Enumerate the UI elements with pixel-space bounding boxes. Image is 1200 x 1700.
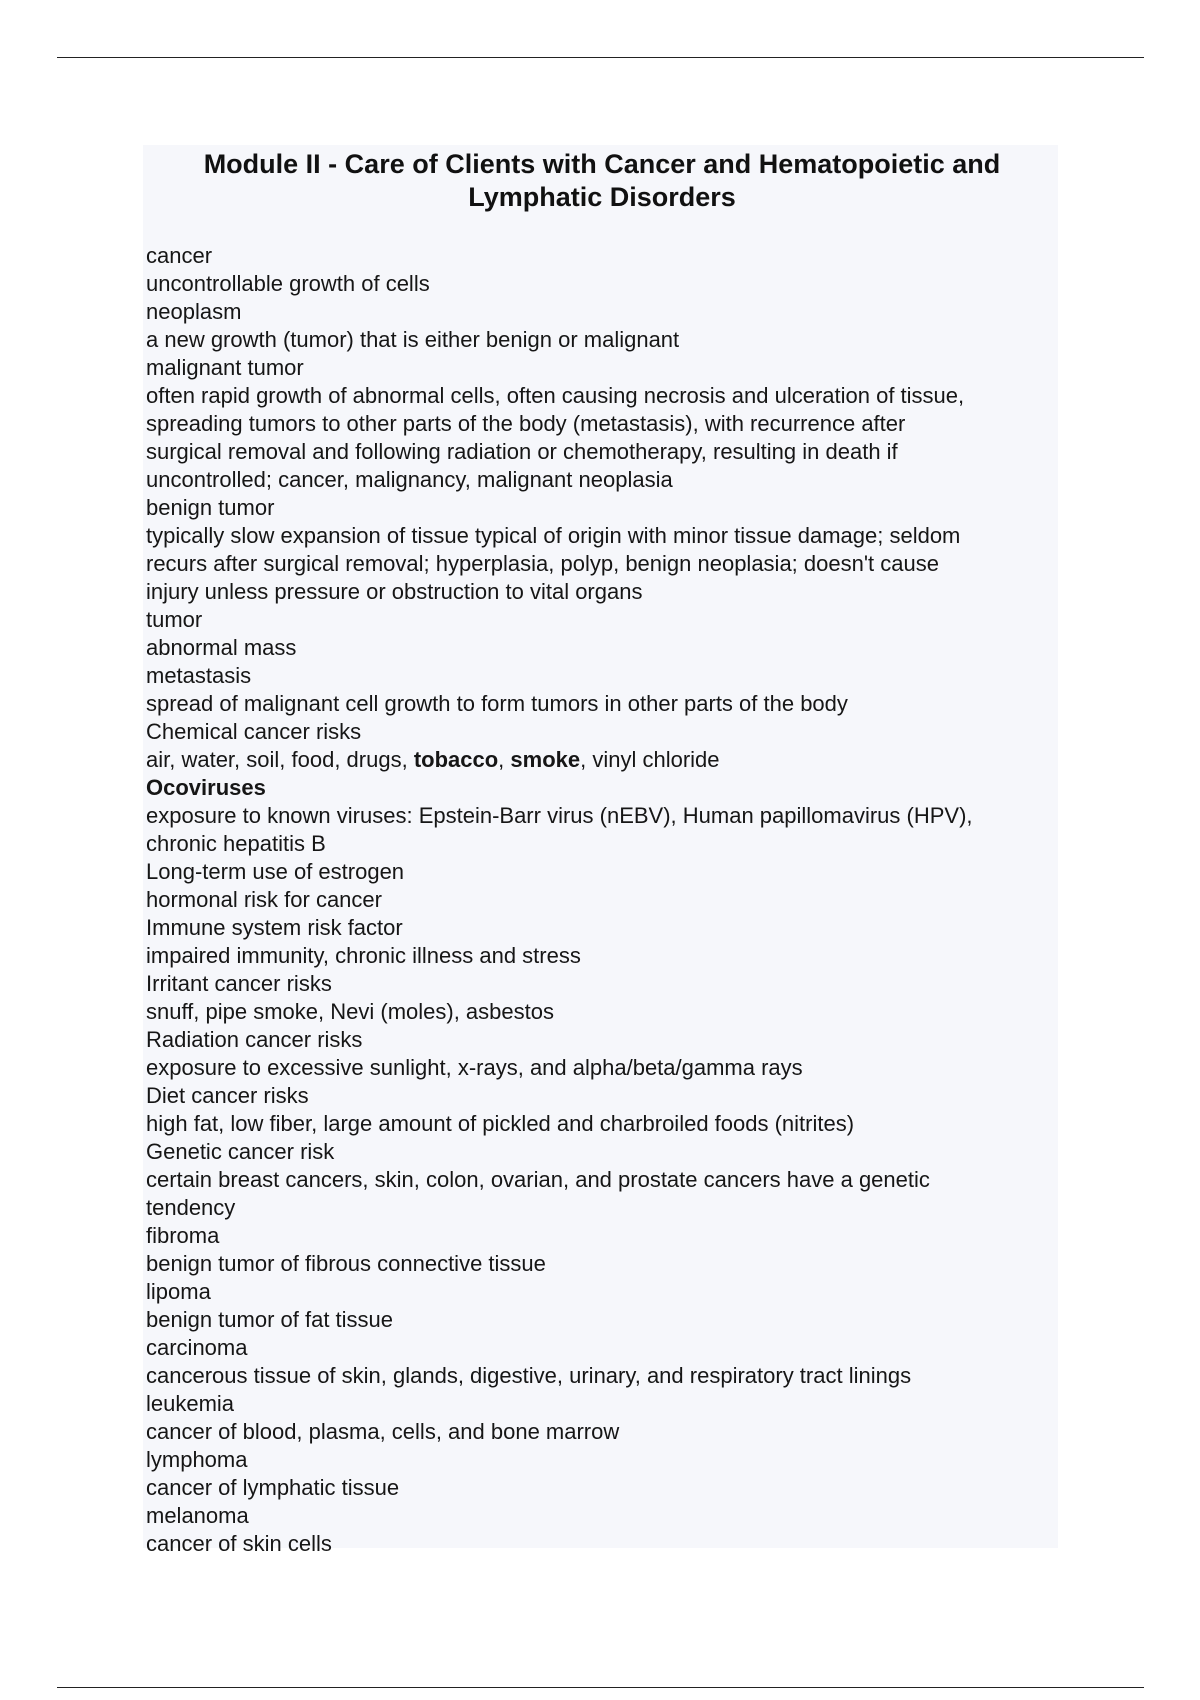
footer-rule: [57, 1687, 1144, 1688]
term-line: Radiation cancer risks: [146, 1027, 363, 1052]
term-line: carcinoma: [146, 1335, 248, 1360]
title-line-2: Lymphatic Disorders: [468, 182, 736, 212]
definition-line: injury unless pressure or obstruction to vital organs: [146, 579, 643, 604]
plain-text: air, water, soil, food, drugs,: [146, 747, 414, 772]
term-line-bold: Ocoviruses: [146, 775, 266, 800]
definition-line: benign tumor of fibrous connective tissue: [146, 1251, 546, 1276]
definition-line: snuff, pipe smoke, Nevi (moles), asbestos: [146, 999, 554, 1024]
definition-line: spreading tumors to other parts of the body (metastasis), with recurrence after: [146, 411, 906, 436]
definition-line: exposure to known viruses: Epstein-Barr virus (nEBV), Human papillomavirus (HPV),: [146, 803, 973, 828]
term-line: lipoma: [146, 1279, 211, 1304]
term-line: melanoma: [146, 1503, 249, 1528]
definition-line: cancer of lymphatic tissue: [146, 1475, 400, 1500]
definition-line: cancer of blood, plasma, cells, and bone marrow: [146, 1419, 620, 1444]
plain-text: ,: [498, 747, 511, 772]
definition-line: often rapid growth of abnormal cells, often causing necrosis and ulceration of tissue,: [146, 383, 965, 408]
definition-line: cancerous tissue of skin, glands, digestive, urinary, and respiratory tract linings: [146, 1363, 912, 1388]
bold-text: tobacco: [413, 747, 499, 772]
document-card: [143, 145, 1058, 1556]
definition-line: impaired immunity, chronic illness and stress: [146, 943, 581, 968]
definition-line: uncontrolled; cancer, malignancy, malignant neoplasia: [146, 467, 673, 492]
term-line: tumor: [146, 607, 203, 632]
bold-text: smoke: [510, 747, 581, 772]
title-line-1: Module II - Care of Clients with Cancer and Hematopoietic and: [203, 149, 1001, 179]
plain-text: , vinyl chloride: [580, 747, 720, 772]
term-line: Long-term use of estrogen: [146, 859, 405, 884]
term-line: leukemia: [146, 1391, 235, 1416]
definition-line: typically slow expansion of tissue typical of origin with minor tissue damage; seldom: [146, 523, 961, 548]
definition-line: uncontrollable growth of cells: [146, 271, 430, 296]
term-line: metastasis: [146, 663, 252, 688]
term-line: Irritant cancer risks: [146, 971, 332, 996]
definition-line: surgical removal and following radiation or chemotherapy, resulting in death if: [146, 439, 898, 464]
definition-line: chronic hepatitis B: [146, 831, 326, 856]
definition-line: tendency: [146, 1195, 236, 1220]
definition-line-mixed: [146, 746, 1058, 774]
term-line: neoplasm: [146, 299, 242, 324]
term-line: Diet cancer risks: [146, 1083, 309, 1108]
definition-line: certain breast cancers, skin, colon, ovarian, and prostate cancers have a genetic: [146, 1167, 930, 1192]
term-line: malignant tumor: [146, 355, 304, 380]
definition-line: exposure to excessive sunlight, x-rays, and alpha/beta/gamma rays: [146, 1055, 803, 1080]
term-line: lymphoma: [146, 1447, 248, 1472]
term-line: Genetic cancer risk: [146, 1139, 335, 1164]
term-line: cancer: [146, 243, 213, 268]
term-definition-list: [146, 242, 1058, 1558]
definition-line: abnormal mass: [146, 635, 297, 660]
term-line: benign tumor: [146, 495, 275, 520]
term-line: Chemical cancer risks: [146, 719, 362, 744]
definition-line: high fat, low fiber, large amount of pickled and charbroiled foods (nitrites): [146, 1111, 855, 1136]
header-rule: [57, 57, 1144, 58]
definition-line: a new growth (tumor) that is either benign or malignant: [146, 327, 680, 352]
definition-line: benign tumor of fat tissue: [146, 1307, 394, 1332]
definition-line: spread of malignant cell growth to form tumors in other parts of the body: [146, 691, 848, 716]
definition-line: recurs after surgical removal; hyperplasia, polyp, benign neoplasia; doesn't cause: [146, 551, 939, 576]
definition-line: hormonal risk for cancer: [146, 887, 382, 912]
term-line: Immune system risk factor: [146, 915, 403, 940]
term-line: fibroma: [146, 1223, 220, 1248]
document-title: [146, 145, 1058, 214]
definition-line: cancer of skin cells: [146, 1531, 332, 1556]
